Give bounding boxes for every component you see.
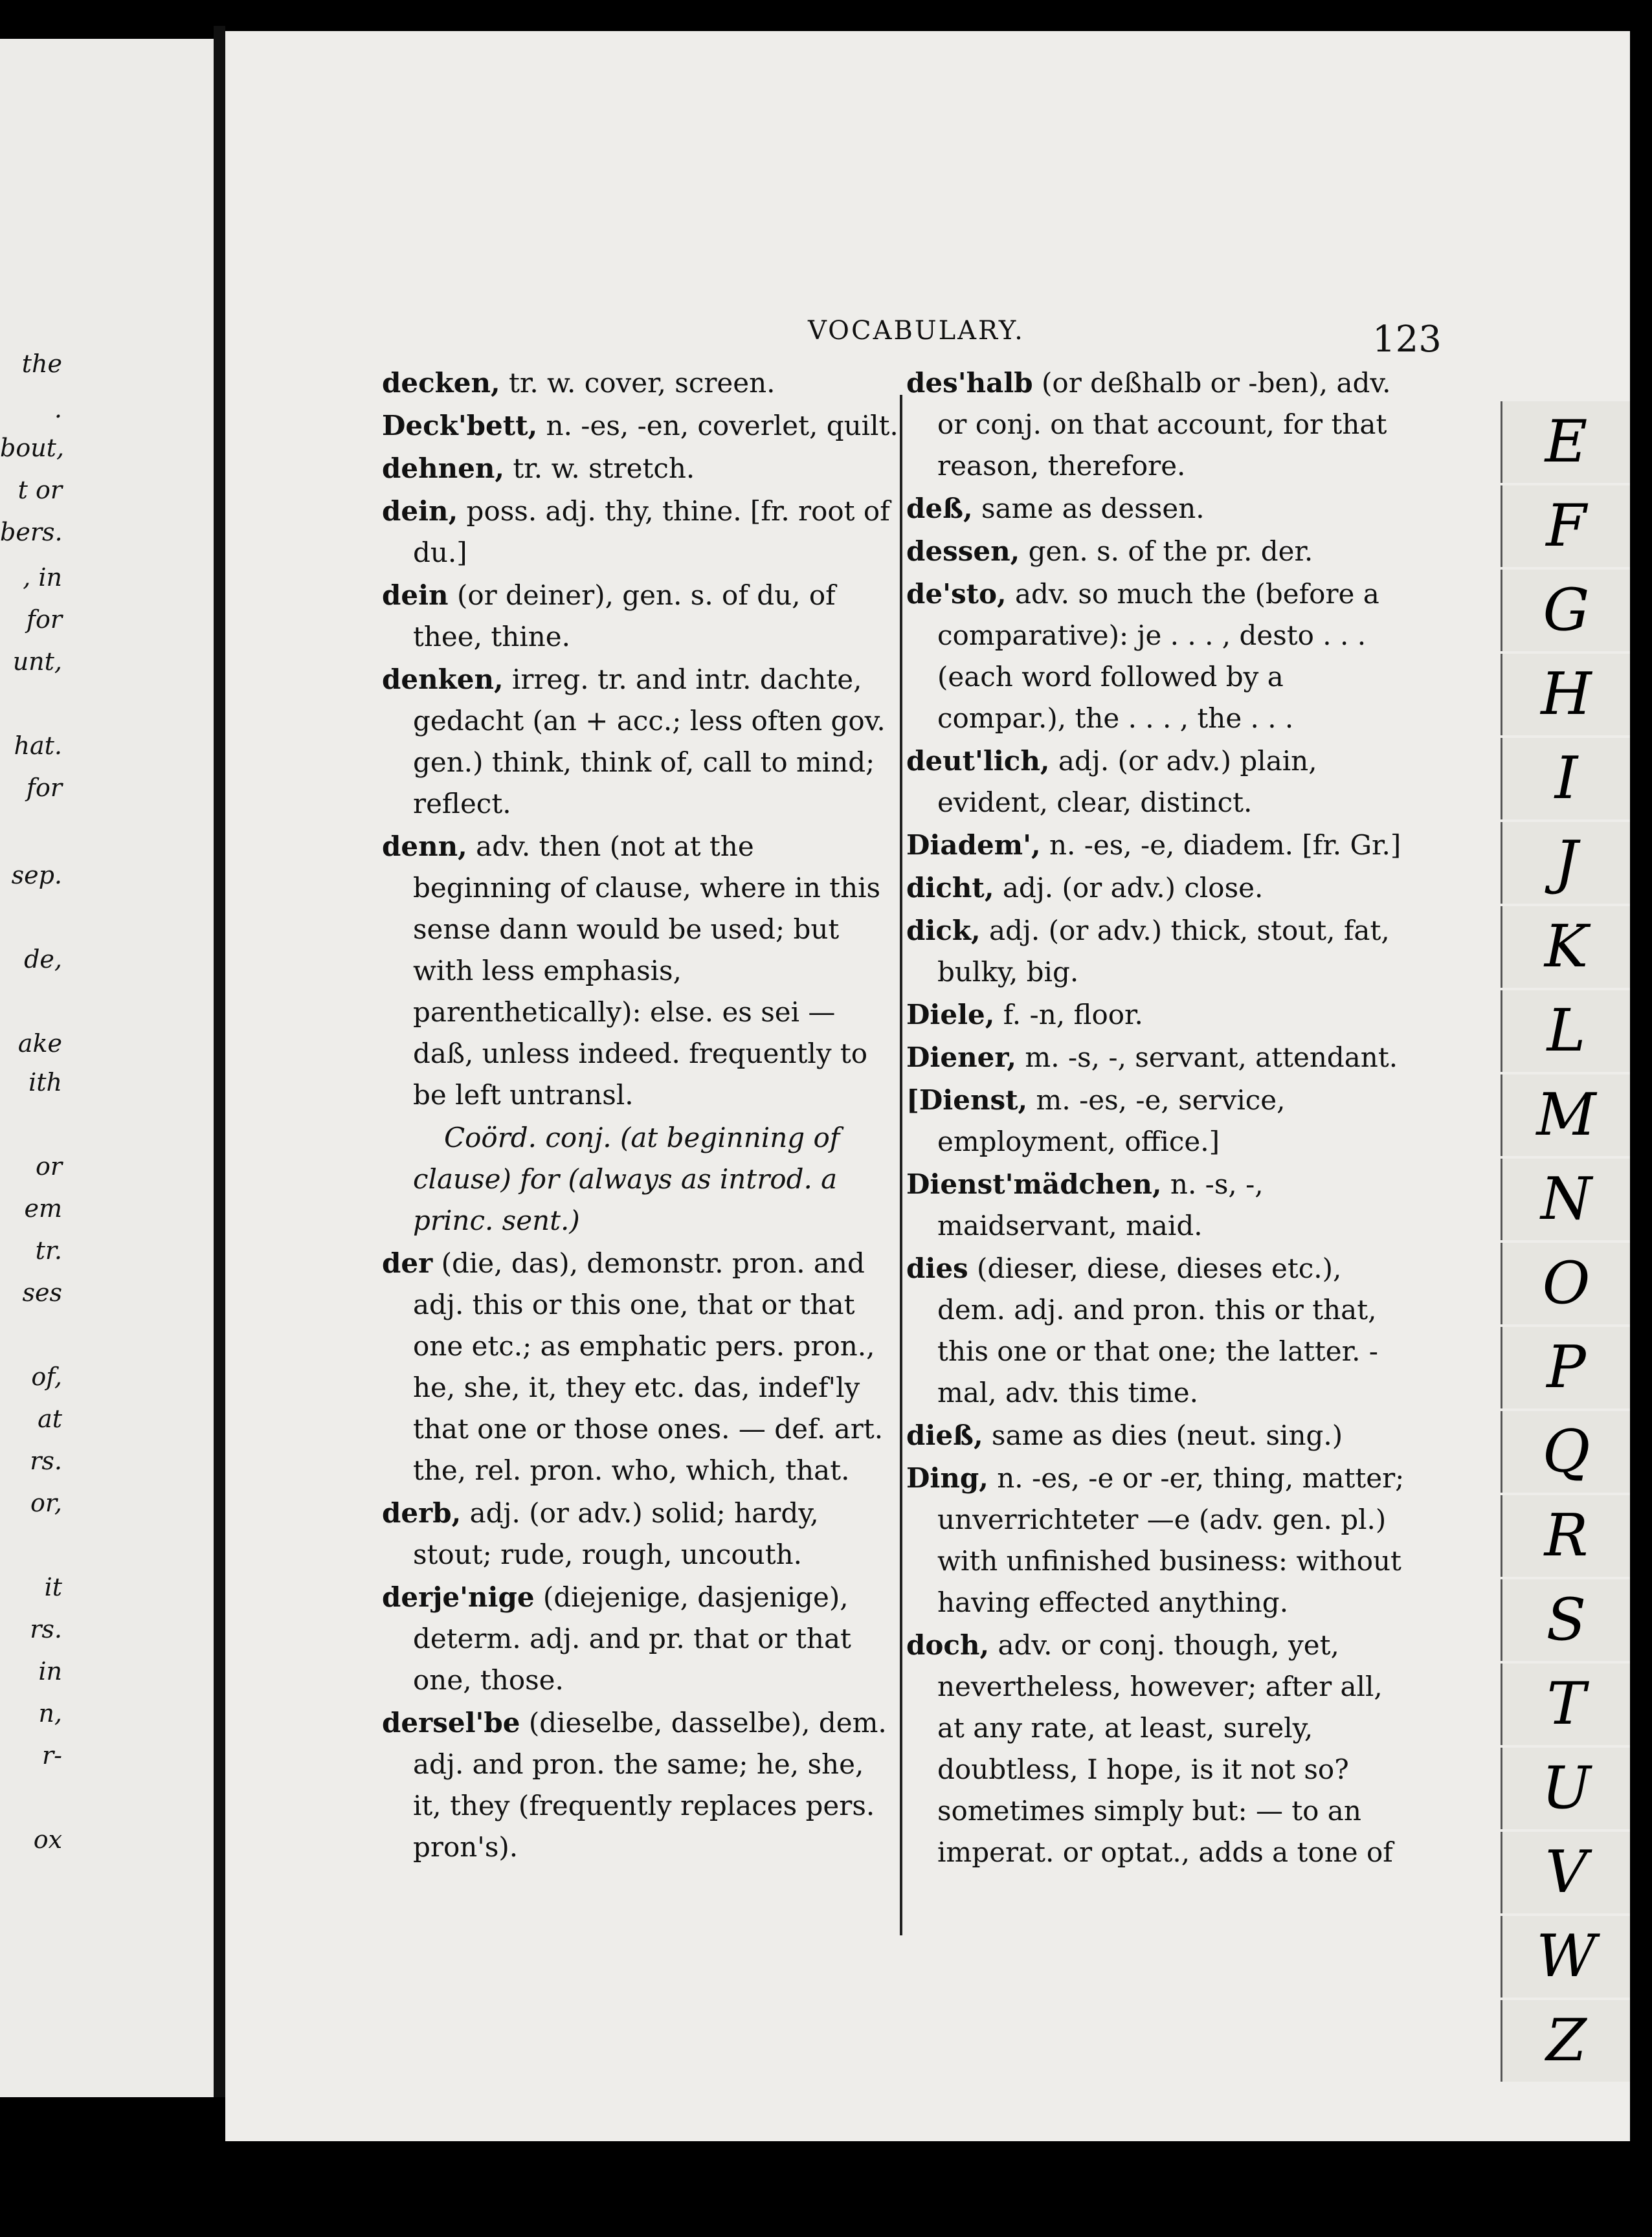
left-page-fragment: . bbox=[54, 395, 62, 423]
definition: (or deiner), gen. s. of du, of thee, thine. bbox=[413, 579, 836, 652]
dictionary-entry bbox=[906, 531, 1418, 572]
definition: irreg. tr. and intr. dachte, gedacht (an + acc.; less often gov. gen.) think, think of, call to mind; reflect. bbox=[413, 663, 886, 819]
dictionary-entry bbox=[906, 994, 1418, 1036]
thumb-tab-g[interactable]: G bbox=[1501, 570, 1630, 651]
left-page-fragment: sep. bbox=[11, 861, 62, 889]
left-page-fragment: tr. bbox=[35, 1236, 62, 1265]
left-page-fragment: r- bbox=[41, 1741, 62, 1770]
left-page-fragment: bers. bbox=[0, 518, 63, 546]
definition: adj. (or adv.) thick, stout, fat, bulky, big. bbox=[937, 915, 1390, 988]
thumb-tab-u[interactable]: U bbox=[1501, 1748, 1630, 1829]
running-head: VOCABULARY. bbox=[808, 316, 1025, 346]
thumb-tab-m[interactable]: M bbox=[1501, 1074, 1630, 1156]
thumb-index-tabs bbox=[1501, 401, 1630, 2084]
headword: des'halb bbox=[906, 367, 1033, 399]
headword: dein, bbox=[382, 495, 458, 527]
definition: f. -n, floor. bbox=[994, 999, 1143, 1030]
headword: Diener, bbox=[906, 1041, 1017, 1073]
dictionary-entry bbox=[906, 1037, 1418, 1078]
dictionary-entry bbox=[906, 362, 1418, 487]
dictionary-entry bbox=[382, 405, 900, 447]
dictionary-entry bbox=[906, 1080, 1418, 1163]
thumb-tab-t[interactable]: T bbox=[1501, 1664, 1630, 1745]
dictionary-entry bbox=[906, 740, 1418, 823]
thumb-tab-h[interactable]: H bbox=[1501, 654, 1630, 735]
dictionary-entry bbox=[382, 1493, 900, 1575]
headword: de'sto, bbox=[906, 578, 1007, 610]
dictionary-entry bbox=[382, 826, 900, 1116]
headword: dessen, bbox=[906, 535, 1020, 567]
definition: adj. (or adv.) close. bbox=[994, 872, 1264, 904]
thumb-tab-j[interactable]: J bbox=[1501, 822, 1630, 904]
dictionary-entry bbox=[906, 1415, 1418, 1456]
headword: der bbox=[382, 1247, 433, 1279]
thumb-tab-p[interactable]: P bbox=[1501, 1327, 1630, 1408]
headword: dersel'be bbox=[382, 1707, 520, 1739]
headword: dehnen, bbox=[382, 452, 505, 484]
definition: gen. s. of the pr. der. bbox=[1020, 535, 1313, 567]
left-page-fragment: bout, bbox=[0, 434, 65, 462]
dictionary-entry bbox=[382, 491, 900, 573]
dictionary-entry bbox=[906, 1625, 1418, 1873]
definition: adv. then (not at the beginning of clause, where in this sense dann would be used; but with less emphasis, parenthetically): else. es sei — daß, unless indeed. frequently to be left untransl. bbox=[413, 830, 881, 1111]
thumb-tab-e[interactable]: E bbox=[1501, 401, 1630, 483]
definition: (or deßhalb or -ben), adv. or conj. on that account, for that reason, therefore. bbox=[937, 367, 1391, 482]
headword: Diadem', bbox=[906, 829, 1041, 861]
left-page-fragment: or, bbox=[30, 1489, 62, 1517]
headword: deß, bbox=[906, 493, 973, 524]
thumb-tab-q[interactable]: Q bbox=[1501, 1411, 1630, 1493]
thumb-tab-i[interactable]: I bbox=[1501, 738, 1630, 819]
left-page-fragment: for bbox=[26, 605, 62, 634]
left-page-fragment: ith bbox=[28, 1068, 62, 1096]
left-page-fragment: the bbox=[21, 350, 62, 378]
definition: (die, das), demonstr. pron. and adj. this or this one, that or that one etc.; as emphatic pers. pron., he, she, it, they etc. das, indef'ly that one or those ones. — def. art. the, rel. pron. who, which, that. bbox=[413, 1247, 884, 1486]
definition: adv. so much the (before a comparative): je . . . , desto . . . (each word followed by a compar.), the . . . , the . . . bbox=[937, 578, 1379, 734]
headword: derje'nige bbox=[382, 1581, 535, 1613]
dictionary-entry bbox=[382, 575, 900, 658]
headword: dein bbox=[382, 579, 449, 611]
dictionary-entry bbox=[906, 488, 1418, 529]
headword: dies bbox=[906, 1252, 968, 1284]
left-page-fragment: unt, bbox=[12, 647, 62, 676]
definition: tr. w. cover, screen. bbox=[500, 367, 776, 399]
thumb-tab-r[interactable]: R bbox=[1501, 1495, 1630, 1577]
headword: [Dienst, bbox=[906, 1084, 1028, 1116]
left-page-fragment: rs. bbox=[30, 1447, 62, 1475]
left-page-fragment: it bbox=[44, 1573, 62, 1601]
headword: denn, bbox=[382, 830, 467, 862]
dictionary-entry bbox=[906, 867, 1418, 909]
headword: deut'lich, bbox=[906, 745, 1050, 777]
headword: dieß, bbox=[906, 1419, 983, 1451]
headword: decken, bbox=[382, 367, 500, 399]
left-page-fragment: or bbox=[35, 1152, 62, 1181]
thumb-tab-k[interactable]: K bbox=[1501, 906, 1630, 988]
thumb-tab-s[interactable]: S bbox=[1501, 1579, 1630, 1661]
left-page-fragment: em bbox=[24, 1194, 62, 1223]
left-page-fragment: ses bbox=[22, 1278, 62, 1307]
left-page-fragment: , in bbox=[23, 563, 62, 592]
book-gutter bbox=[214, 26, 225, 2097]
definition: adv. or conj. though, yet, nevertheless, however; after all, at any rate, at least, surely, doubtless, I hope, is it not so? sometimes simply but: — to an imperat. or optat., adds a tone of bbox=[937, 1629, 1393, 1868]
headword: Deck'bett, bbox=[382, 410, 538, 441]
left-page-fragment: of, bbox=[31, 1363, 62, 1391]
thumb-tab-f[interactable]: F bbox=[1501, 485, 1630, 567]
dictionary-entry bbox=[906, 573, 1418, 739]
thumb-tab-z[interactable]: Z bbox=[1501, 2000, 1630, 2082]
dictionary-entry bbox=[382, 1702, 900, 1868]
left-page-fragment: rs. bbox=[30, 1615, 62, 1643]
headword: Dienst'mädchen, bbox=[906, 1168, 1162, 1200]
definition: tr. w. stretch. bbox=[504, 452, 695, 484]
left-page-fragment: hat. bbox=[14, 731, 62, 760]
left-page-fragment: n, bbox=[38, 1699, 62, 1728]
left-page-fragment: for bbox=[26, 773, 62, 802]
left-column bbox=[382, 362, 900, 1869]
dictionary-entry bbox=[906, 825, 1418, 866]
dictionary-note: Coörd. conj. (at beginning of clause) for (always as introd. a princ. sent.) bbox=[413, 1122, 840, 1236]
headword: Diele, bbox=[906, 999, 995, 1030]
dictionary-entry bbox=[906, 1164, 1418, 1247]
thumb-tab-v[interactable]: V bbox=[1501, 1832, 1630, 1913]
definition: m. -s, -, servant, attendant. bbox=[1016, 1041, 1398, 1073]
dictionary-entry bbox=[382, 448, 900, 489]
definition: n. -es, -en, coverlet, quilt. bbox=[537, 410, 899, 441]
dictionary-entry bbox=[382, 1577, 900, 1701]
definition: same as dessen. bbox=[972, 493, 1205, 524]
definition: m. -es, -e, service, employment, office.] bbox=[937, 1084, 1286, 1157]
column-divider bbox=[900, 395, 902, 1935]
thumb-tab-o[interactable]: O bbox=[1501, 1243, 1630, 1324]
headword: denken, bbox=[382, 663, 504, 695]
dictionary-entry bbox=[906, 1458, 1418, 1623]
dictionary-entry bbox=[382, 659, 900, 825]
thumb-tab-n[interactable]: N bbox=[1501, 1159, 1630, 1240]
dictionary-entry bbox=[382, 362, 900, 404]
definition: n. -es, -e, diadem. [fr. Gr.] bbox=[1040, 829, 1401, 861]
left-page-fragment: ox bbox=[33, 1825, 62, 1854]
definition: poss. adj. thy, thine. [fr. root of du.] bbox=[413, 495, 890, 568]
thumb-tab-w[interactable]: W bbox=[1501, 1916, 1630, 1998]
headword: Ding, bbox=[906, 1462, 988, 1494]
definition: adj. (or adv.) plain, evident, clear, distinct. bbox=[937, 745, 1317, 818]
left-page-fragment: t or bbox=[17, 476, 62, 504]
dictionary-entry bbox=[382, 1243, 900, 1491]
definition: n. -s, -, maidservant, maid. bbox=[937, 1168, 1264, 1241]
page-number: 123 bbox=[1372, 318, 1442, 361]
dictionary-entry bbox=[906, 1248, 1418, 1414]
definition: adj. (or adv.) solid; hardy, stout; rude, rough, uncouth. bbox=[413, 1497, 819, 1570]
dictionary-entry bbox=[906, 910, 1418, 993]
left-page-fragment: de, bbox=[24, 945, 62, 974]
left-page-fragment: in bbox=[38, 1657, 62, 1686]
definition: n. -es, -e or -er, thing, matter; unverrichteter —e (adv. gen. pl.) with unfinished business: without having effected anything. bbox=[937, 1462, 1405, 1618]
left-page-fragment: at bbox=[38, 1405, 62, 1433]
definition: (dieselbe, dasselbe), dem. adj. and pron. the same; he, she, it, they (frequently replaces pers. pron's). bbox=[413, 1707, 887, 1863]
definition: same as dies (neut. sing.) bbox=[983, 1419, 1343, 1451]
headword: dicht, bbox=[906, 872, 994, 904]
definition: (dieser, diese, dieses etc.), dem. adj. and pron. this or that, this one or that one; the latter. -mal, adv. this time. bbox=[937, 1252, 1378, 1408]
right-column bbox=[906, 362, 1418, 1875]
headword: doch, bbox=[906, 1629, 990, 1661]
definition: (diejenige, dasjenige), determ. adj. and pr. that or that one, those. bbox=[413, 1581, 851, 1696]
thumb-tab-l[interactable]: L bbox=[1501, 990, 1630, 1072]
headword: dick, bbox=[906, 915, 981, 946]
headword: derb, bbox=[382, 1497, 462, 1529]
left-page-fragment: ake bbox=[17, 1029, 62, 1058]
